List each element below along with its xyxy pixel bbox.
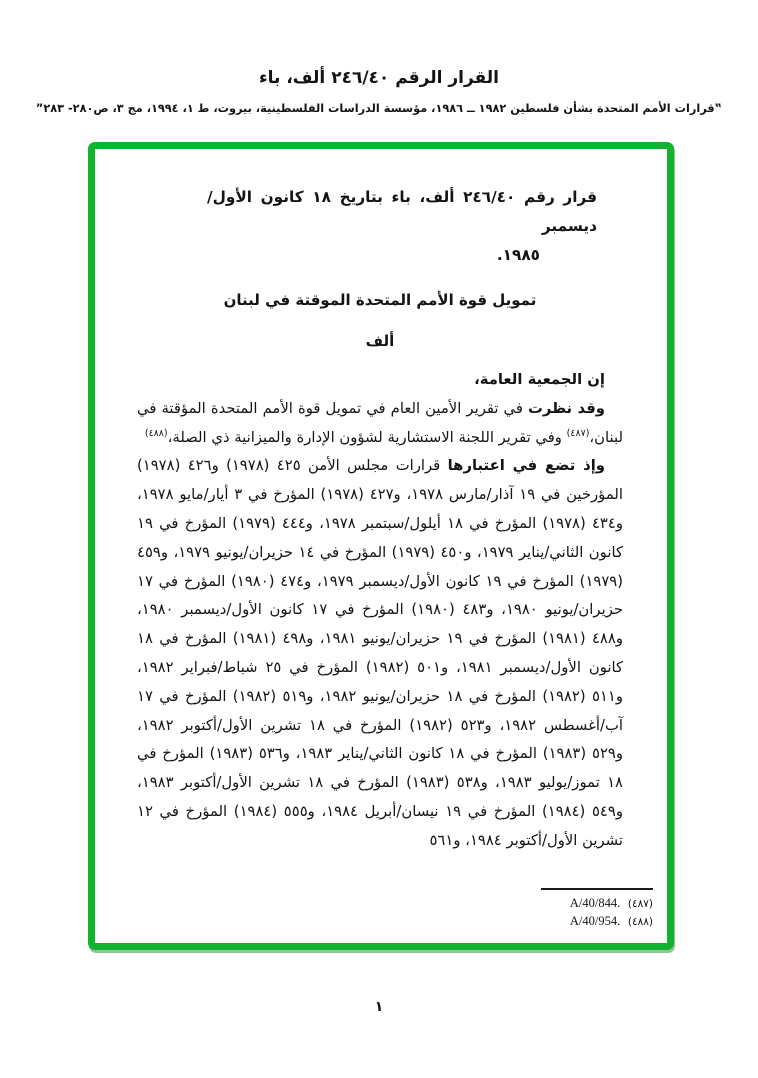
considered-paragraph bbox=[137, 395, 623, 453]
page-number: ١ bbox=[374, 999, 384, 1015]
green-border-frame bbox=[88, 142, 674, 950]
resolution-subject: تمويل قوة الأمم المتحدة الموقتة في لبنان bbox=[223, 291, 537, 309]
section-letter: ألف bbox=[365, 332, 395, 350]
footnote-separator bbox=[541, 888, 653, 890]
considered-lead: وقد نظرت bbox=[528, 399, 605, 417]
bearing-in-mind-paragraph bbox=[137, 452, 623, 855]
footnote-ref-488: (٤٨٨) bbox=[144, 427, 168, 439]
footnote-487 bbox=[541, 895, 653, 913]
footnote-488-marker: (٤٨٨) bbox=[627, 916, 653, 928]
bearing-text: قرارات مجلس الأمن ٤٢٥ (١٩٧٨) و٤٢٦ (١٩٧٨) المؤرخين في ١٩ آذار/مارس ١٩٧٨، و٤٢٧ (١٩٧٨) المؤرخ في ٣ أيار/مايو ١٩٧٨، و٤٣٤ (١٩٧٨) المؤرخ في ١٨ أيلول/سبتمبر ١٩٧٨، و٤٤٤ (١٩٧٩) المؤرخ في ١٩ كانون الثاني/يناير ١٩٧٩، و٤٥٠ (١٩٧٩) المؤرخ في ١٤ حزيران/يونيو ١٩٧٩، و٤٥٩ (١٩٧٩) المؤرخ في ١٩ كانون الأول/ديسمبر ١٩٧٩، و٤٧٤ (١٩٨٠) المؤرخ في ١٧ حزيران/يونيو ١٩٨٠، و٤٨٣ (١٩٨٠) المؤرخ في ١٧ كانون الأول/ديسمبر ١٩٨٠، و٤٨٨ (١٩٨١) المؤرخ في ١٩ حزيران/يونيو ١٩٨١، و٤٩٨ (١٩٨١) المؤرخ في ١٨ كانون الأول/ديسمبر ١٩٨١، و٥٠١ (١٩٨٢) المؤرخ في ٢٥ شباط/فبراير ١٩٨٢، و٥١١ (١٩٨٢) المؤرخ في ١٨ حزيران/يونيو ١٩٨٢، و٥١٩ (١٩٨٢) المؤرخ في ١٧ آب/أغسطس ١٩٨٢، و٥٢٣ (١٩٨٢) المؤرخ في ١٨ تشرين الأول/أكتوبر ١٩٨٢، و٥٢٩ (١٩٨٣) المؤرخ في ١٨ كانون الثاني/يناير ١٩٨٣، و٥٣٦ (١٩٨٣) المؤرخ في ١٨ تموز/يوليو ١٩٨٣، و٥٣٨ (١٩٨٣) المؤرخ في ١٨ تشرين الأول/أكتوبر ١٩٨٣، و٥٤٩ (١٩٨٤) المؤرخ في ١٩ نيسان/أبريل ١٩٨٤، و٥٥٥ (١٩٨٤) المؤرخ في ١٢ تشرين الأول/أكتوبر ١٩٨٤، و٥٦١ bbox=[137, 457, 624, 849]
footnote-487-reference: A/40/844. bbox=[569, 896, 621, 910]
footnote-block bbox=[535, 886, 655, 931]
bearing-lead: وإذ تضع في اعتبارها bbox=[447, 457, 605, 475]
page-title: القرار الرقم ٢٤٦/٤٠ ألف، باء bbox=[258, 68, 500, 88]
considered-text-2: وفي تقرير اللجنة الاستشارية لشؤون الإدارة والميزانية ذي الصلة، bbox=[167, 428, 567, 446]
resolution-heading-line2: ١٩٨٥. bbox=[496, 246, 540, 264]
footnote-ref-487: (٤٨٧) bbox=[566, 427, 590, 439]
resolution-heading-line1: قرار رقم ٢٤٦/٤٠ ألف، باء بتاريخ ١٨ كانون الأول/ديسمبر bbox=[207, 188, 597, 235]
preamble-paragraph bbox=[137, 366, 623, 395]
footnote-487-marker: (٤٨٧) bbox=[627, 898, 653, 910]
resolution-body bbox=[137, 183, 623, 856]
footnote-488 bbox=[541, 913, 653, 931]
resolution-heading bbox=[207, 183, 597, 270]
footnote-488-reference: A/40/954. bbox=[569, 914, 621, 928]
considered-text-1: في تقرير الأمين العام في تمويل قوة الأمم المتحدة المؤقتة في لبنان، bbox=[137, 399, 623, 446]
source-citation: ‟قرارات الأمم المتحدة بشأن فلسطين ١٩٨٢ ــ ١٩٨٦، مؤسسة الدراسات الفلسطينية، بيروت، ط ١، ١٩٩٤، مج ٣، ص٢٨٠- ٢٨٣” bbox=[35, 102, 723, 115]
preamble-text: إن الجمعية العامة، bbox=[474, 371, 605, 388]
